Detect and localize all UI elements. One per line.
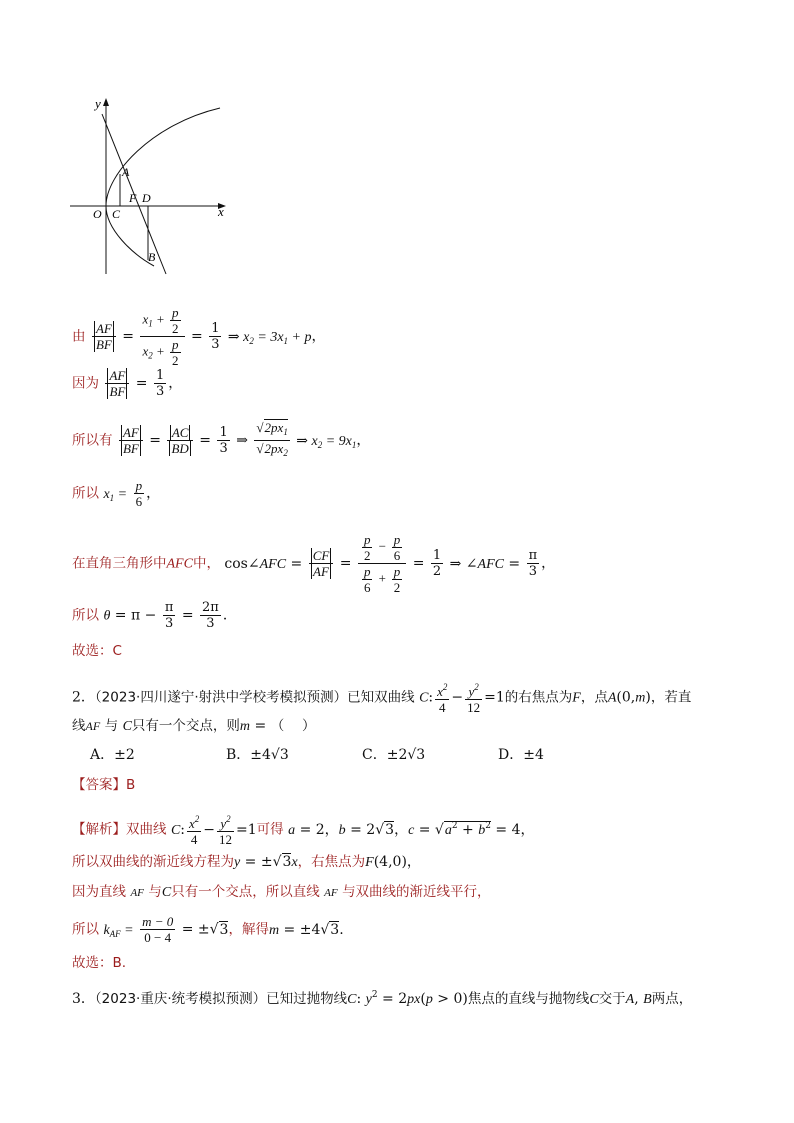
label-F: F xyxy=(129,191,137,205)
analysis-line-3: 因为直线 AF 与C只有一个交点，所以直线 AF 与双曲线的渐近线平行， xyxy=(72,884,491,900)
text: ，右焦点为 xyxy=(297,854,366,870)
answer-value: B xyxy=(126,777,136,793)
option-b[interactable]: B．±4√3 xyxy=(226,747,289,763)
text: ，若直 xyxy=(650,689,692,706)
text: 因为直线 xyxy=(72,884,126,900)
text: 只有一个交点，所以直线 xyxy=(171,884,320,900)
question-source: （2023·重庆·统考模拟预测） xyxy=(94,991,267,1007)
option-d[interactable]: D．±4 xyxy=(498,747,544,763)
solution-line-6: 所以 θ = π − $\frac{\pi}{3}$ = $\frac{2\pi}{3}$ ． xyxy=(72,600,237,631)
question-number: 2． xyxy=(72,689,95,706)
label-B: B xyxy=(148,250,156,264)
text: 只有一个交点，则 xyxy=(131,718,240,734)
analysis-tag: 【解析】 xyxy=(72,821,126,838)
parabola-curve xyxy=(106,108,220,206)
solution-line-3: 所以有 $\frac{AF}{BF}$ = $\frac{AC}{BD}$ = $\frac{1}{3}$ ⇒ $\frac{√2px_1}{√2px_2}$ ⇒ $x_2 = 9x_1$， xyxy=(72,420,371,458)
label-x: x xyxy=(218,204,224,219)
text: 两点， xyxy=(651,991,693,1007)
parabola-figure xyxy=(62,94,242,280)
choose-line-2: 故选：B. xyxy=(72,955,127,971)
label-D: D xyxy=(142,191,151,205)
text: 中， xyxy=(192,555,220,572)
text: 已知双曲线 xyxy=(347,689,415,706)
text: 因为 xyxy=(72,375,99,392)
text: 所以有 xyxy=(72,432,113,449)
analysis-line-1: 【解析】双曲线 C: $\frac{x^2}{4}$ − $\frac{y^2}{12}$ =1可得 a = 2，b = 2√3，$c = √a^2 + b^2 = 4$， xyxy=(72,814,535,847)
answer-line xyxy=(72,775,135,795)
text: 所以 xyxy=(72,921,99,938)
question-source: （2023·四川遂宁·射洪中学校考模拟预测） xyxy=(94,689,348,706)
choose-line-1: 故选：C xyxy=(72,643,122,659)
text: 与 xyxy=(104,718,119,734)
solution-line-4: 所以 $x_1$ = $\frac{p}{6}$ ， xyxy=(72,478,161,509)
text: 在直角三角形中 xyxy=(72,555,167,572)
option-a[interactable]: A．±2 xyxy=(90,747,135,763)
question-2-line-1: 2．（2023·四川遂宁·射洪中学校考模拟预测）已知双曲线 C: $\frac{x^2}{4}$ − $\frac{y^2}{12}$ =1的右焦点为F，点A(0,m)，若直 xyxy=(72,682,692,715)
label-y: y xyxy=(95,96,101,111)
text: （ ） xyxy=(270,718,316,734)
label-O: O xyxy=(93,207,102,221)
question-2-line-2: 线AF 与 C只有一个交点，则m = （ ） xyxy=(72,718,316,734)
text: AFC xyxy=(166,556,193,572)
text: 所以双曲线的渐近线方程为 xyxy=(72,854,234,870)
question-3-line-1: 3．（2023·重庆·统考模拟预测）已知过抛物线C: $y^2 = 2px(p > 0)$焦点的直线与抛物线C交于A, B两点， xyxy=(72,990,693,1007)
text: 已知过抛物线 xyxy=(266,991,348,1007)
solution-line-5: 在直角三角形中AFC中， cos∠AFC = $\frac{CF}{AF}$ = $\frac{p}{2}$ − $\frac{p}{6}$ $\frac{p}{6}$ + $\frac{p}{2}$ = $\frac{1}{2}$ ⇒ ∠AFC = $\frac{\pi}{3}$ ， xyxy=(72,532,556,595)
text: ，解得 xyxy=(228,921,269,938)
y-axis-arrow xyxy=(103,98,109,106)
text: 线 xyxy=(72,718,86,734)
text: 由 xyxy=(72,328,86,345)
text: 双曲线 xyxy=(126,821,167,838)
label-A: A xyxy=(122,165,130,179)
text: 交于 xyxy=(598,991,626,1007)
text: 的右焦点为 xyxy=(504,689,573,706)
answer-tag: 【答案】 xyxy=(72,777,126,793)
question-2-options xyxy=(90,745,634,765)
text: 所以 xyxy=(72,607,99,624)
solution-line-2: 因为 $\frac{AF}{BF}$ = $\frac{1}{3}$ ， xyxy=(72,368,183,399)
option-c[interactable]: C．±2√3 xyxy=(362,747,426,763)
text: ，点 xyxy=(580,689,608,706)
analysis-line-2: 所以双曲线的渐近线方程为y = ±√3x，右焦点为F(4,0)， xyxy=(72,854,421,870)
text: 焦点的直线与抛物线 xyxy=(467,991,590,1007)
solution-line-1: 由 $\frac{AF}{BF}$ = $x_1$ + $\frac{p}{2}$ $x_2$ + $\frac{p}{2}$ = $\frac{1}{3}$ ⇒ $x_2 = 3x_1 + p$， xyxy=(72,305,326,368)
text: 与 xyxy=(148,884,162,900)
text: 所以 xyxy=(72,485,99,502)
analysis-line-4: 所以 $k_{AF}$ = $\frac{m - 0}{0 - 4}$ = ±√3，解得m = ±4√3. xyxy=(72,914,344,945)
label-C: C xyxy=(112,207,121,221)
text: 可得 xyxy=(256,821,284,838)
text: 与双曲线的渐近线平行， xyxy=(342,884,491,900)
question-number: 3． xyxy=(72,991,95,1007)
